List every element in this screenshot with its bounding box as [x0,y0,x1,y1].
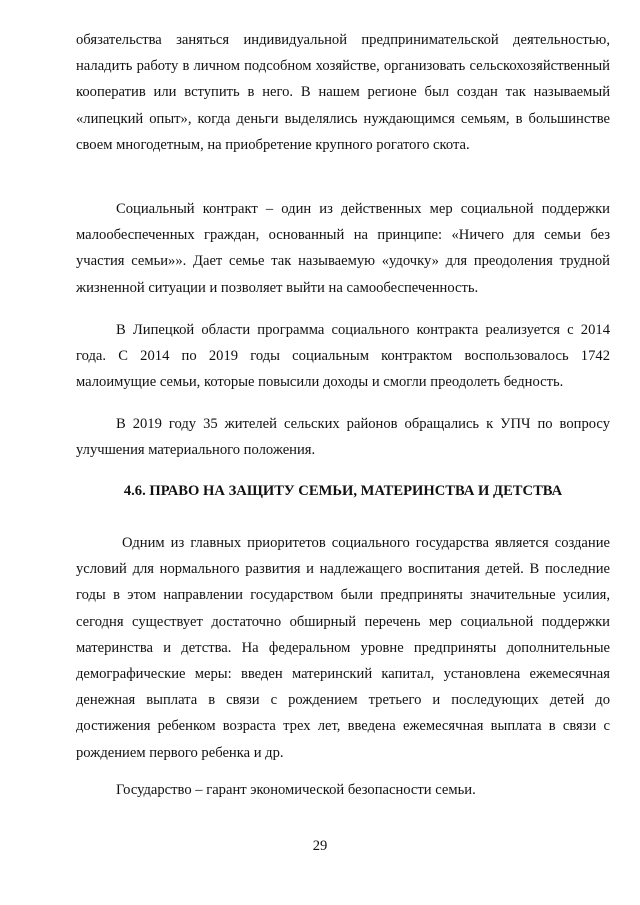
paragraph-lipetsk-program: В Липецкой области программа социального контракта реализуется с 2014 года. С 2014 по 2019 годы социальным контрактом воспользовалось 1742 малоимущие семьи, которые повысили доходы и смогли преодолеть бедность. [76,322,610,391]
paragraph-continuation: обязательства заняться индивидуальной предпринимательской деятельностью, наладить работу в личном подсобном хозяйстве, организовать сельскохозяйственный кооператив или вступить в него. В нашем регионе был создан так называемый «липецкий опыт», когда деньги выделялись нуждающимся семьям, в большинстве своем многодетным, на приобретение крупного рогатого скота. [76,32,610,153]
section-heading: 4.6. ПРАВО НА ЗАЩИТУ СЕМЬИ, МАТЕРИНСТВА И ДЕТСТВА [123,483,563,499]
paragraph-rural-residents: В 2019 году 35 жителей сельских районов обращались к УПЧ по вопросу улучшения материального положения. [76,416,610,459]
paragraph-state-guarantor: Государство – гарант экономической безопасности семьи. [116,782,476,798]
paragraph-state-priorities: Одним из главных приоритетов социального государства является создание условий для нормального развития и надлежащего воспитания детей. В последние годы в этом направлении государством были предприняты значительные усилия, сегодня существует достаточно обширный перечень мер социальной поддержки материнства и детства. На федеральном уровне предприняты дополнительные демографические меры: введен материнский капитал, установлена ежемесячная денежная выплата в связи с рождением третьего и последующих детей до достижения ребенком возраста трех лет, введена ежемесячная выплата в связи с рождением первого ребенка и др. [76,535,610,761]
paragraph-social-contract: Социальный контракт – один из действенных мер социальной поддержки малообеспеченных граждан, основанный на принципе: «Ничего для семьи без участия семьи»». Дает семье так называемую «удочку» для преодоления трудной жизненной ситуации и позволяет выйти на самообеспеченность. [76,201,610,296]
page-number: 29 [312,838,328,854]
